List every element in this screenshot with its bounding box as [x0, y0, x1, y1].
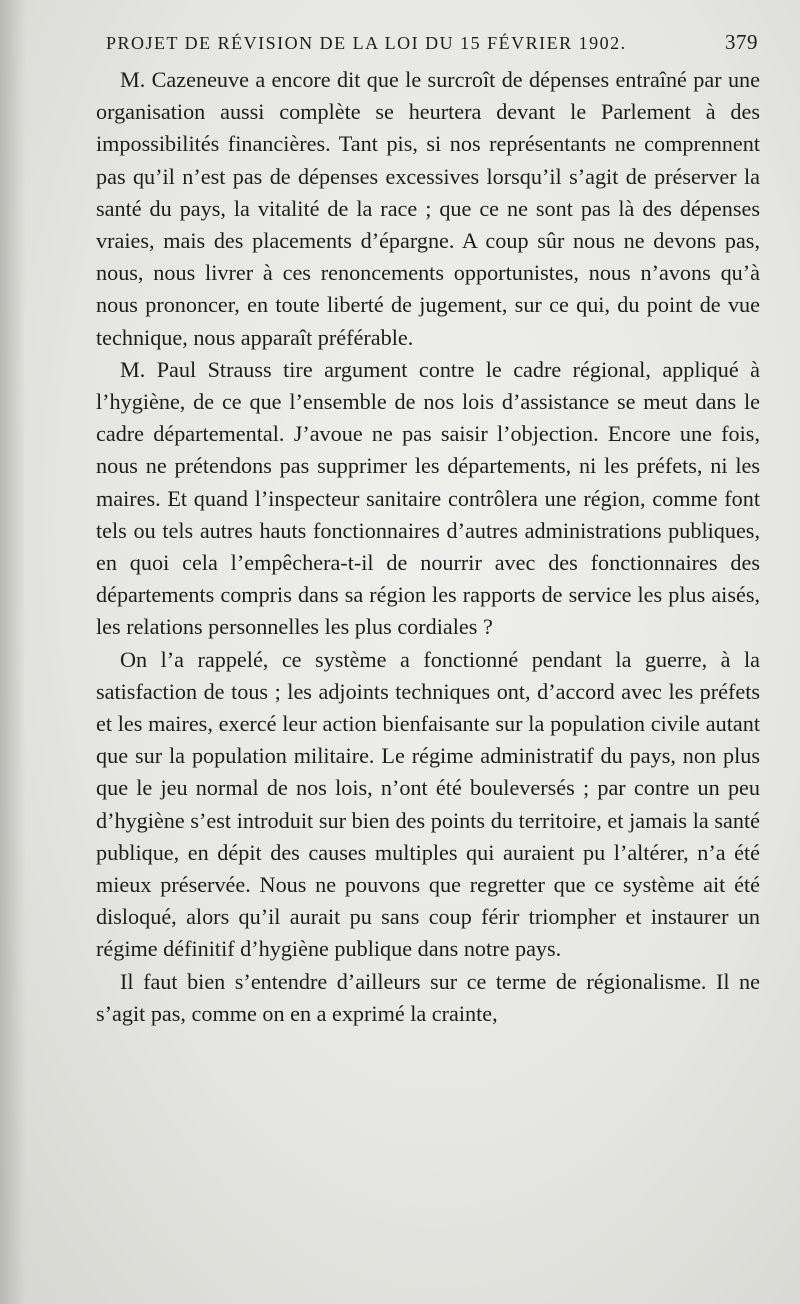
body-text: [96, 64, 760, 1030]
page-number: 379: [725, 30, 758, 54]
paragraph-3: On l’a rappelé, ce système a fonctionné pendant la guerre, à la satisfaction de tous ; les adjoints techniques ont, d’accord avec les préfets et les maires, exercé leur action bienfaisante sur la population civile autant que sur la population militaire. Le régime administratif du pays, non plus que le jeu normal de nos lois, n’ont été bouleversés ; par contre un peu d’hygiène s’est introduit sur bien des points du territoire, et jamais la santé publique, en dépit des causes multiples qui auraient pu l’altérer, n’a été mieux préservée. Nous ne pouvons que regretter que ce système ait été disloqué, alors qu’il aurait pu sans coup férir triompher et instaurer un régime définitif d’hygiène publique dans notre pays.: [96, 646, 760, 962]
running-head-title: PROJET DE RÉVISION DE LA LOI DU 15 FÉVRIER 1902.: [106, 33, 627, 53]
gutter-shadow: [0, 0, 26, 1304]
paragraph-4: Il faut bien s’entendre d’ailleurs sur ce terme de régionalisme. Il ne s’agit pas, comme on en a exprimé la crainte,: [96, 968, 760, 1026]
paragraph-1: M. Cazeneuve a encore dit que le surcroît de dépenses entraîné par une organisation aussi complète se heurtera devant le Parlement à des impossibilités financières. Tant pis, si nos représentants ne comprennent pas qu’il n’est pas de dépenses excessives lorsqu’il s’agit de préserver la santé du pays, la vitalité de la race ; que ce ne sont pas là des dépenses vraies, mais des placements d’épargne. A coup sûr nous ne devons pas, nous, nous livrer à ces renoncements opportunistes, nous n’avons qu’à nous prononcer, en toute liberté de jugement, sur ce qui, du point de vue technique, nous apparaît préférable.: [96, 67, 760, 350]
running-head: [96, 30, 760, 64]
paragraph-2: M. Paul Strauss tire argument contre le cadre régional, appliqué à l’hygiène, de ce que l’ensemble de nos lois d’assistance se meut dans le cadre départemental. J’avoue ne pas saisir l’objection. Encore une fois, nous ne prétendons pas supprimer les départements, ni les préfets, ni les maires. Et quand l’inspecteur sanitaire contrôlera une région, comme font tels ou tels autres hauts fonctionnaires d’autres administrations publiques, en quoi cela l’empêchera-t-il de nourrir avec des fonctionnaires des départements compris dans sa région les rapports de service les plus aisés, les relations personnelles les plus cordiales ?: [96, 356, 760, 640]
